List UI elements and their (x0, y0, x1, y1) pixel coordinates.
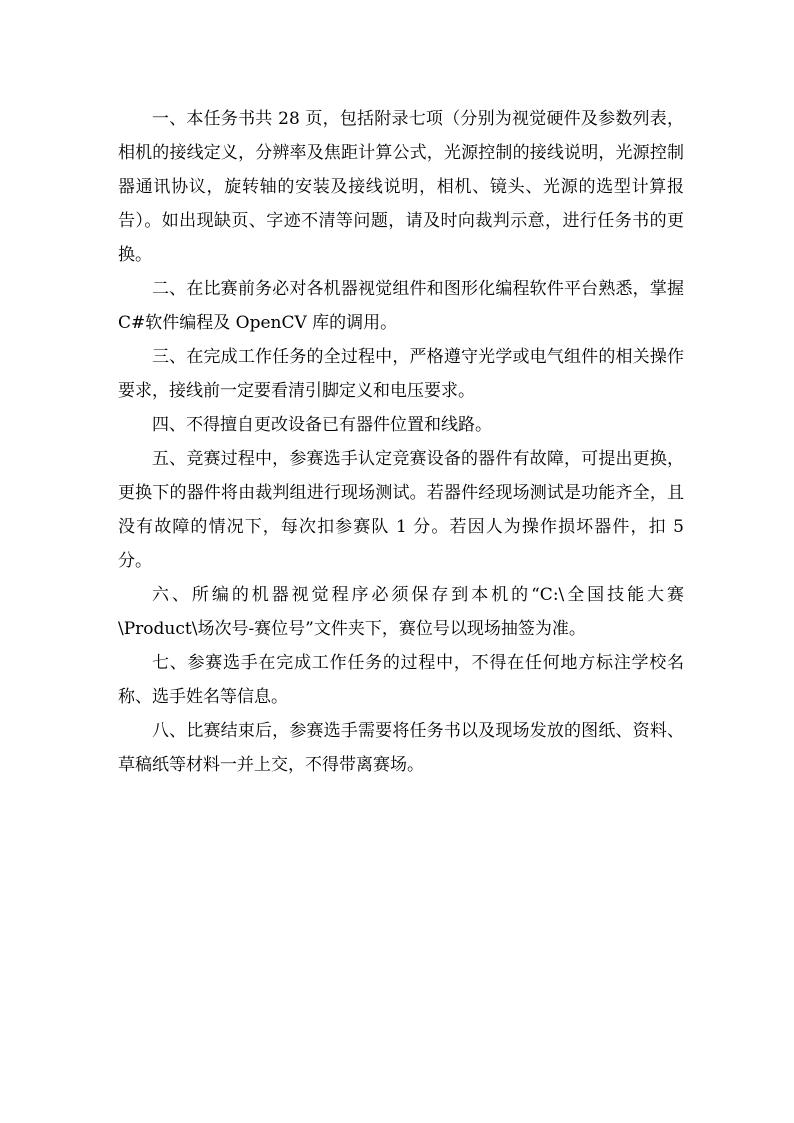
rule-paragraph-6: 六、所编的机器视觉程序必须保存到本机的“C:\全国技能大赛\Product\场次号-赛位号”文件夹下，赛位号以现场抽签为准。 (118, 585, 684, 639)
rule-paragraph-2: 二、在比赛前务必对各机器视觉组件和图形化编程软件平台熟悉，掌握 C#软件编程及 OpenCV 库的调用。 (118, 279, 684, 333)
rules-content (118, 102, 684, 782)
rule-paragraph-5: 五、竞赛过程中，参赛选手认定竞赛设备的器件有故障，可提出更换，更换下的器件将由裁判组进行现场测试。若器件经现场测试是功能齐全，且没有故障的情况下，每次扣参赛队 1 分。若因人为操作损坏器件，扣 5 分。 (118, 449, 684, 571)
rule-paragraph-1: 一、本任务书共 28 页，包括附录七项（分别为视觉硬件及参数列表，相机的接线定义，分辨率及焦距计算公式，光源控制的接线说明，光源控制器通讯协议，旋转轴的安装及接线说明，相机、镜头、光源的选型计算报告）。如出现缺页、字迹不清等问题，请及时向裁判示意，进行任务书的更换。 (118, 109, 684, 265)
rule-paragraph-7: 七、参赛选手在完成工作任务的过程中，不得在任何地方标注学校名称、选手姓名等信息。 (118, 653, 684, 707)
rule-paragraph-4: 四、不得擅自更改设备已有器件位置和线路。 (152, 415, 492, 435)
rule-paragraph-3: 三、在完成工作任务的全过程中，严格遵守光学或电气组件的相关操作要求，接线前一定要看清引脚定义和电压要求。 (118, 347, 684, 401)
rule-paragraph-8: 八、比赛结束后，参赛选手需要将任务书以及现场发放的图纸、资料、草稿纸等材料一并上交，不得带离赛场。 (118, 721, 684, 775)
